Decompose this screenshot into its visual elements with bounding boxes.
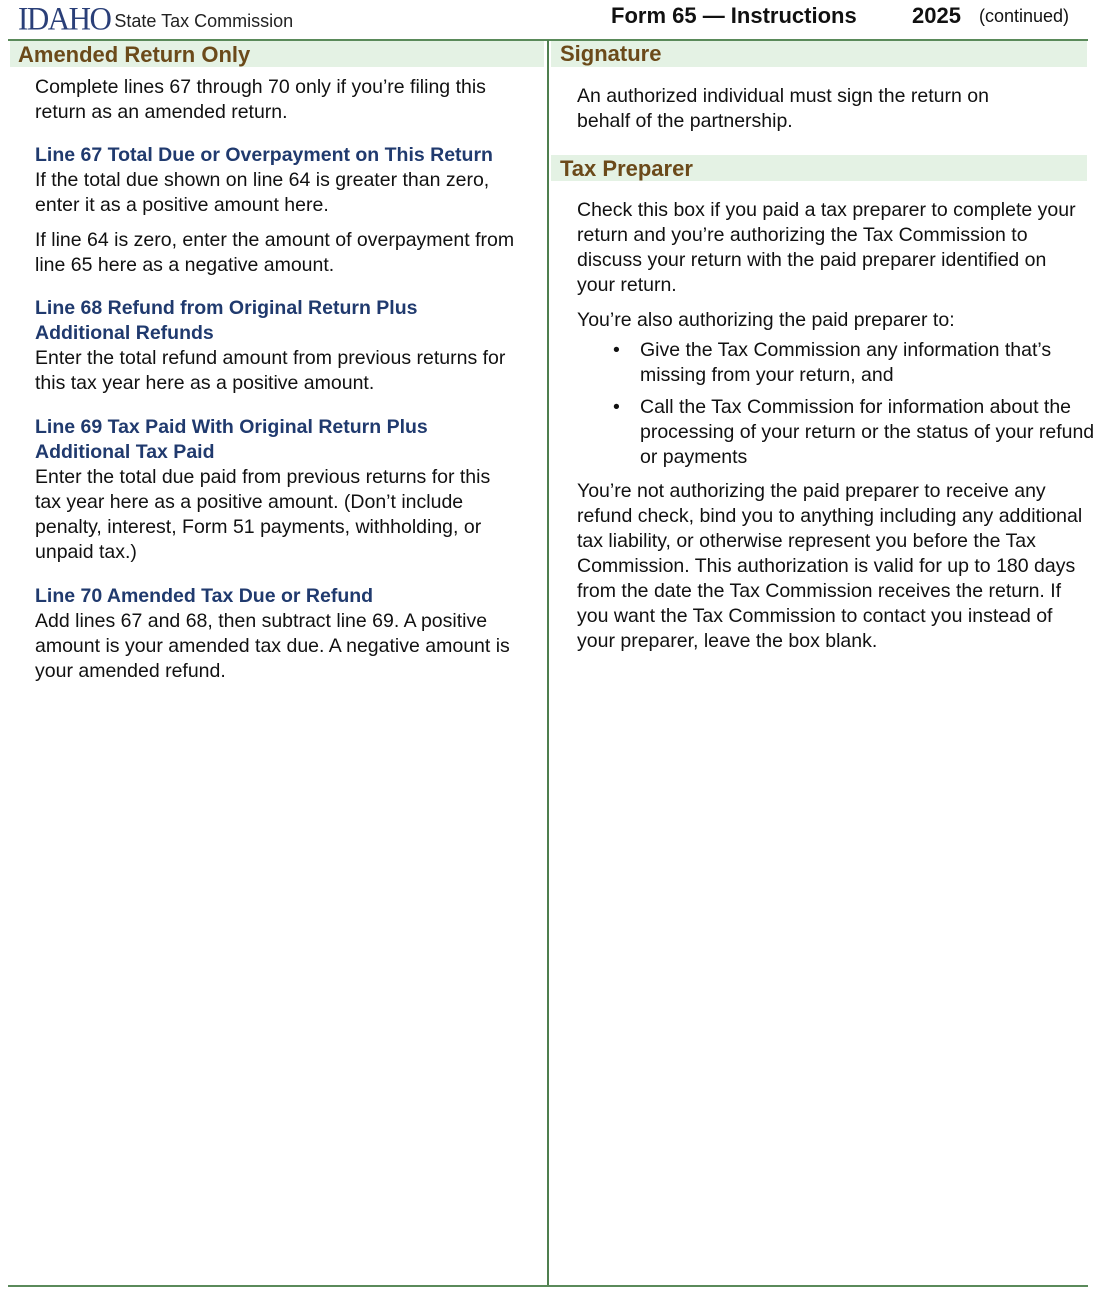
section-heading-preparer: Tax Preparer: [560, 156, 693, 181]
continued-label: (continued): [979, 6, 1070, 26]
bullet-text: Call the Tax Commission for information about the processing of your return or the status of your refund or payments: [640, 396, 1095, 468]
bullet-text: Give the Tax Commission any information that’s missing from your return, and: [640, 339, 1052, 386]
line67-title: Line 67 Total Due or Overpayment on This Return: [35, 144, 493, 166]
line68-title: Line 68 Refund from Original Return Plus Additional Refunds: [35, 297, 418, 344]
page-header: [0, 0, 1103, 38]
bullet-icon: •: [613, 396, 620, 418]
bottom-rule: [8, 1285, 1088, 1287]
signature-para: An authorized individual must sign the return on behalf of the partnership.: [577, 85, 989, 132]
column-divider: [547, 40, 549, 1286]
section-heading-amended: Amended Return Only: [18, 42, 251, 67]
line68-para: Enter the total refund amount from previous returns for this tax year here as a positive amount.: [35, 347, 506, 394]
logo-mark: IDAHO: [18, 0, 111, 37]
amended-intro: Complete lines 67 through 70 only if you’re filing this return as an amended return.: [35, 76, 486, 123]
form-year: 2025: [912, 3, 961, 28]
line69-para: Enter the total due paid from previous returns for this tax year here as a positive amount. (Don’t include penalty, interest, Form 51 payments, withholding, or unpaid tax.): [35, 466, 491, 563]
form-title: Form 65 — Instructions: [611, 3, 857, 28]
agency-logo: [18, 0, 294, 37]
line67-para2: If line 64 is zero, enter the amount of overpayment from line 65 here as a negative amount.: [35, 229, 515, 276]
agency-name: State Tax Commission: [114, 11, 294, 31]
preparer-para3: You’re not authorizing the paid preparer to receive any refund check, bind you to anything including any additional tax liability, or otherwise represent you before the Tax Commission. This authorization is valid for up to 180 days from the date the Tax Commission receives the return. If you want the Tax Commission to contact you instead of your preparer, leave the box blank.: [577, 480, 1083, 652]
line69-title: Line 69 Tax Paid With Original Return Plus Additional Tax Paid: [35, 416, 428, 463]
section-heading-signature: Signature: [560, 41, 662, 66]
line67-para1: If the total due shown on line 64 is greater than zero, enter it as a positive amount here.: [35, 169, 490, 216]
preparer-para2: You’re also authorizing the paid preparer to:: [577, 309, 955, 331]
preparer-para1: Check this box if you paid a tax preparer to complete your return and you’re authorizing the Tax Commission to discuss your return with the paid preparer identified on your return.: [577, 199, 1076, 296]
preparer-bullet-item: [613, 338, 1103, 388]
line70-title: Line 70 Amended Tax Due or Refund: [35, 585, 374, 607]
bullet-icon: •: [613, 339, 620, 361]
preparer-bullet-item: [613, 395, 1103, 470]
line70-para: Add lines 67 and 68, then subtract line 69. A positive amount is your amended tax due. A negative amount is your amended refund.: [35, 610, 510, 682]
